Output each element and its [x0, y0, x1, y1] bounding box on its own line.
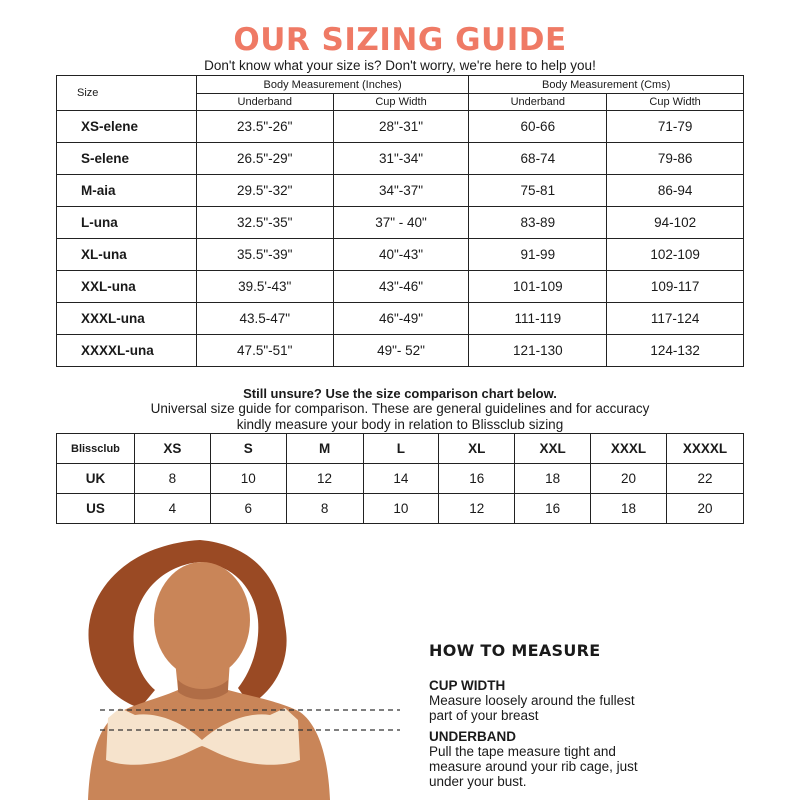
inches-underband: 32.5"-35" — [196, 207, 333, 239]
inches-underband: 35.5"-39" — [196, 239, 333, 271]
brand-label: Blissclub — [57, 434, 135, 464]
size-value: 8 — [286, 494, 363, 524]
table-row — [57, 335, 744, 367]
size-value: 18 — [591, 494, 667, 524]
region-label: UK — [57, 464, 135, 494]
size-value: 10 — [210, 464, 286, 494]
size-value: 10 — [363, 494, 439, 524]
comparison-text-line-1: Universal size guide for comparison. These are general guidelines and for accuracy — [150, 401, 650, 416]
size-label: XXXL — [591, 434, 667, 464]
cms-cup-width: 71-79 — [607, 111, 744, 143]
inches-cup-width: 49"- 52" — [333, 335, 469, 367]
comparison-text-line-2: kindly measure your body in relation to Blissclub sizing — [236, 417, 564, 432]
inches-cup-width: 34"-37" — [333, 175, 469, 207]
inches-underband: 43.5-47" — [196, 303, 333, 335]
cms-underband: 75-81 — [469, 175, 607, 207]
size-value: 6 — [210, 494, 286, 524]
how-to-measure-title: HOW TO MEASURE — [429, 641, 601, 660]
size-name: XXXXL-una — [57, 335, 197, 367]
size-value: 18 — [515, 464, 591, 494]
size-header: Size — [57, 76, 197, 111]
cms-underband: 83-89 — [469, 207, 607, 239]
table-row — [57, 303, 744, 335]
cms-underband: 121-130 — [469, 335, 607, 367]
cms-cup-width: 124-132 — [607, 335, 744, 367]
inches-underband: 23.5"-26" — [196, 111, 333, 143]
page-title: OUR SIZING GUIDE — [233, 22, 567, 58]
size-name: M-aia — [57, 175, 197, 207]
size-name: S-elene — [57, 143, 197, 175]
cms-underband: 101-109 — [469, 271, 607, 303]
comparison-header-row — [57, 434, 744, 464]
comparison-table — [56, 433, 744, 524]
size-value: 22 — [667, 464, 744, 494]
underband-line-1: Pull the tape measure tight and — [429, 744, 616, 759]
size-value: 20 — [591, 464, 667, 494]
size-label: L — [363, 434, 439, 464]
inches-underband: 39.5'-43" — [196, 271, 333, 303]
size-name: XS-elene — [57, 111, 197, 143]
table-row — [57, 271, 744, 303]
cup-width-line-2: part of your breast — [429, 708, 539, 723]
table-row — [57, 143, 744, 175]
size-value: 12 — [286, 464, 363, 494]
cms-underband: 111-119 — [469, 303, 607, 335]
page-subtitle: Don't know what your size is? Don't worry, we're here to help you! — [204, 58, 596, 73]
size-name: XL-una — [57, 239, 197, 271]
cms-underband: 91-99 — [469, 239, 607, 271]
inches-cup-width: 40"-43" — [333, 239, 469, 271]
underband-title: UNDERBAND — [429, 729, 516, 744]
comparison-heading: Still unsure? Use the size comparison chart below. — [243, 386, 557, 401]
region-label: US — [57, 494, 135, 524]
how-to-measure — [429, 641, 759, 789]
size-value: 8 — [134, 464, 210, 494]
size-name: L-una — [57, 207, 197, 239]
size-value: 4 — [134, 494, 210, 524]
table-row — [57, 111, 744, 143]
cms-cup-width: 117-124 — [607, 303, 744, 335]
size-value: 14 — [363, 464, 439, 494]
cms-cup-width: 109-117 — [607, 271, 744, 303]
size-label: M — [286, 434, 363, 464]
comparison-description — [0, 401, 800, 433]
cms-group-header: Body Measurement (Cms) — [469, 76, 744, 94]
size-value: 16 — [515, 494, 591, 524]
cms-underband: 68-74 — [469, 143, 607, 175]
underband-line-3: under your bust. — [429, 774, 527, 789]
table-row — [57, 239, 744, 271]
size-table-header — [57, 76, 744, 94]
size-value: 16 — [439, 464, 515, 494]
woman-figure — [88, 540, 330, 800]
size-label: XXL — [515, 434, 591, 464]
cms-cup-width: 79-86 — [607, 143, 744, 175]
size-name: XXXL-una — [57, 303, 197, 335]
size-label: S — [210, 434, 286, 464]
inches-underband: 29.5"-32" — [196, 175, 333, 207]
table-row — [57, 494, 744, 524]
inches-cup-width-header: Cup Width — [333, 94, 469, 111]
inches-underband: 47.5"-51" — [196, 335, 333, 367]
size-value: 20 — [667, 494, 744, 524]
inches-cup-width: 28"-31" — [333, 111, 469, 143]
inches-cup-width: 43"-46" — [333, 271, 469, 303]
size-table — [56, 75, 744, 367]
measurement-illustration — [60, 540, 400, 800]
cms-cup-width-header: Cup Width — [607, 94, 744, 111]
inches-cup-width: 46"-49" — [333, 303, 469, 335]
inches-underband: 26.5"-29" — [196, 143, 333, 175]
table-row — [57, 175, 744, 207]
size-label: XL — [439, 434, 515, 464]
underband-line-2: measure around your rib cage, just — [429, 759, 638, 774]
inches-underband-header: Underband — [196, 94, 333, 111]
cms-cup-width: 94-102 — [607, 207, 744, 239]
cms-underband-header: Underband — [469, 94, 607, 111]
size-value: 12 — [439, 494, 515, 524]
size-name: XXL-una — [57, 271, 197, 303]
inches-cup-width: 31"-34" — [333, 143, 469, 175]
cms-cup-width: 86-94 — [607, 175, 744, 207]
size-label: XS — [134, 434, 210, 464]
table-row — [57, 464, 744, 494]
cms-underband: 60-66 — [469, 111, 607, 143]
inches-group-header: Body Measurement (Inches) — [196, 76, 469, 94]
cup-width-line-1: Measure loosely around the fullest — [429, 693, 635, 708]
cup-width-title: CUP WIDTH — [429, 678, 506, 693]
cms-cup-width: 102-109 — [607, 239, 744, 271]
inches-cup-width: 37" - 40" — [333, 207, 469, 239]
size-label: XXXXL — [667, 434, 744, 464]
table-row — [57, 207, 744, 239]
